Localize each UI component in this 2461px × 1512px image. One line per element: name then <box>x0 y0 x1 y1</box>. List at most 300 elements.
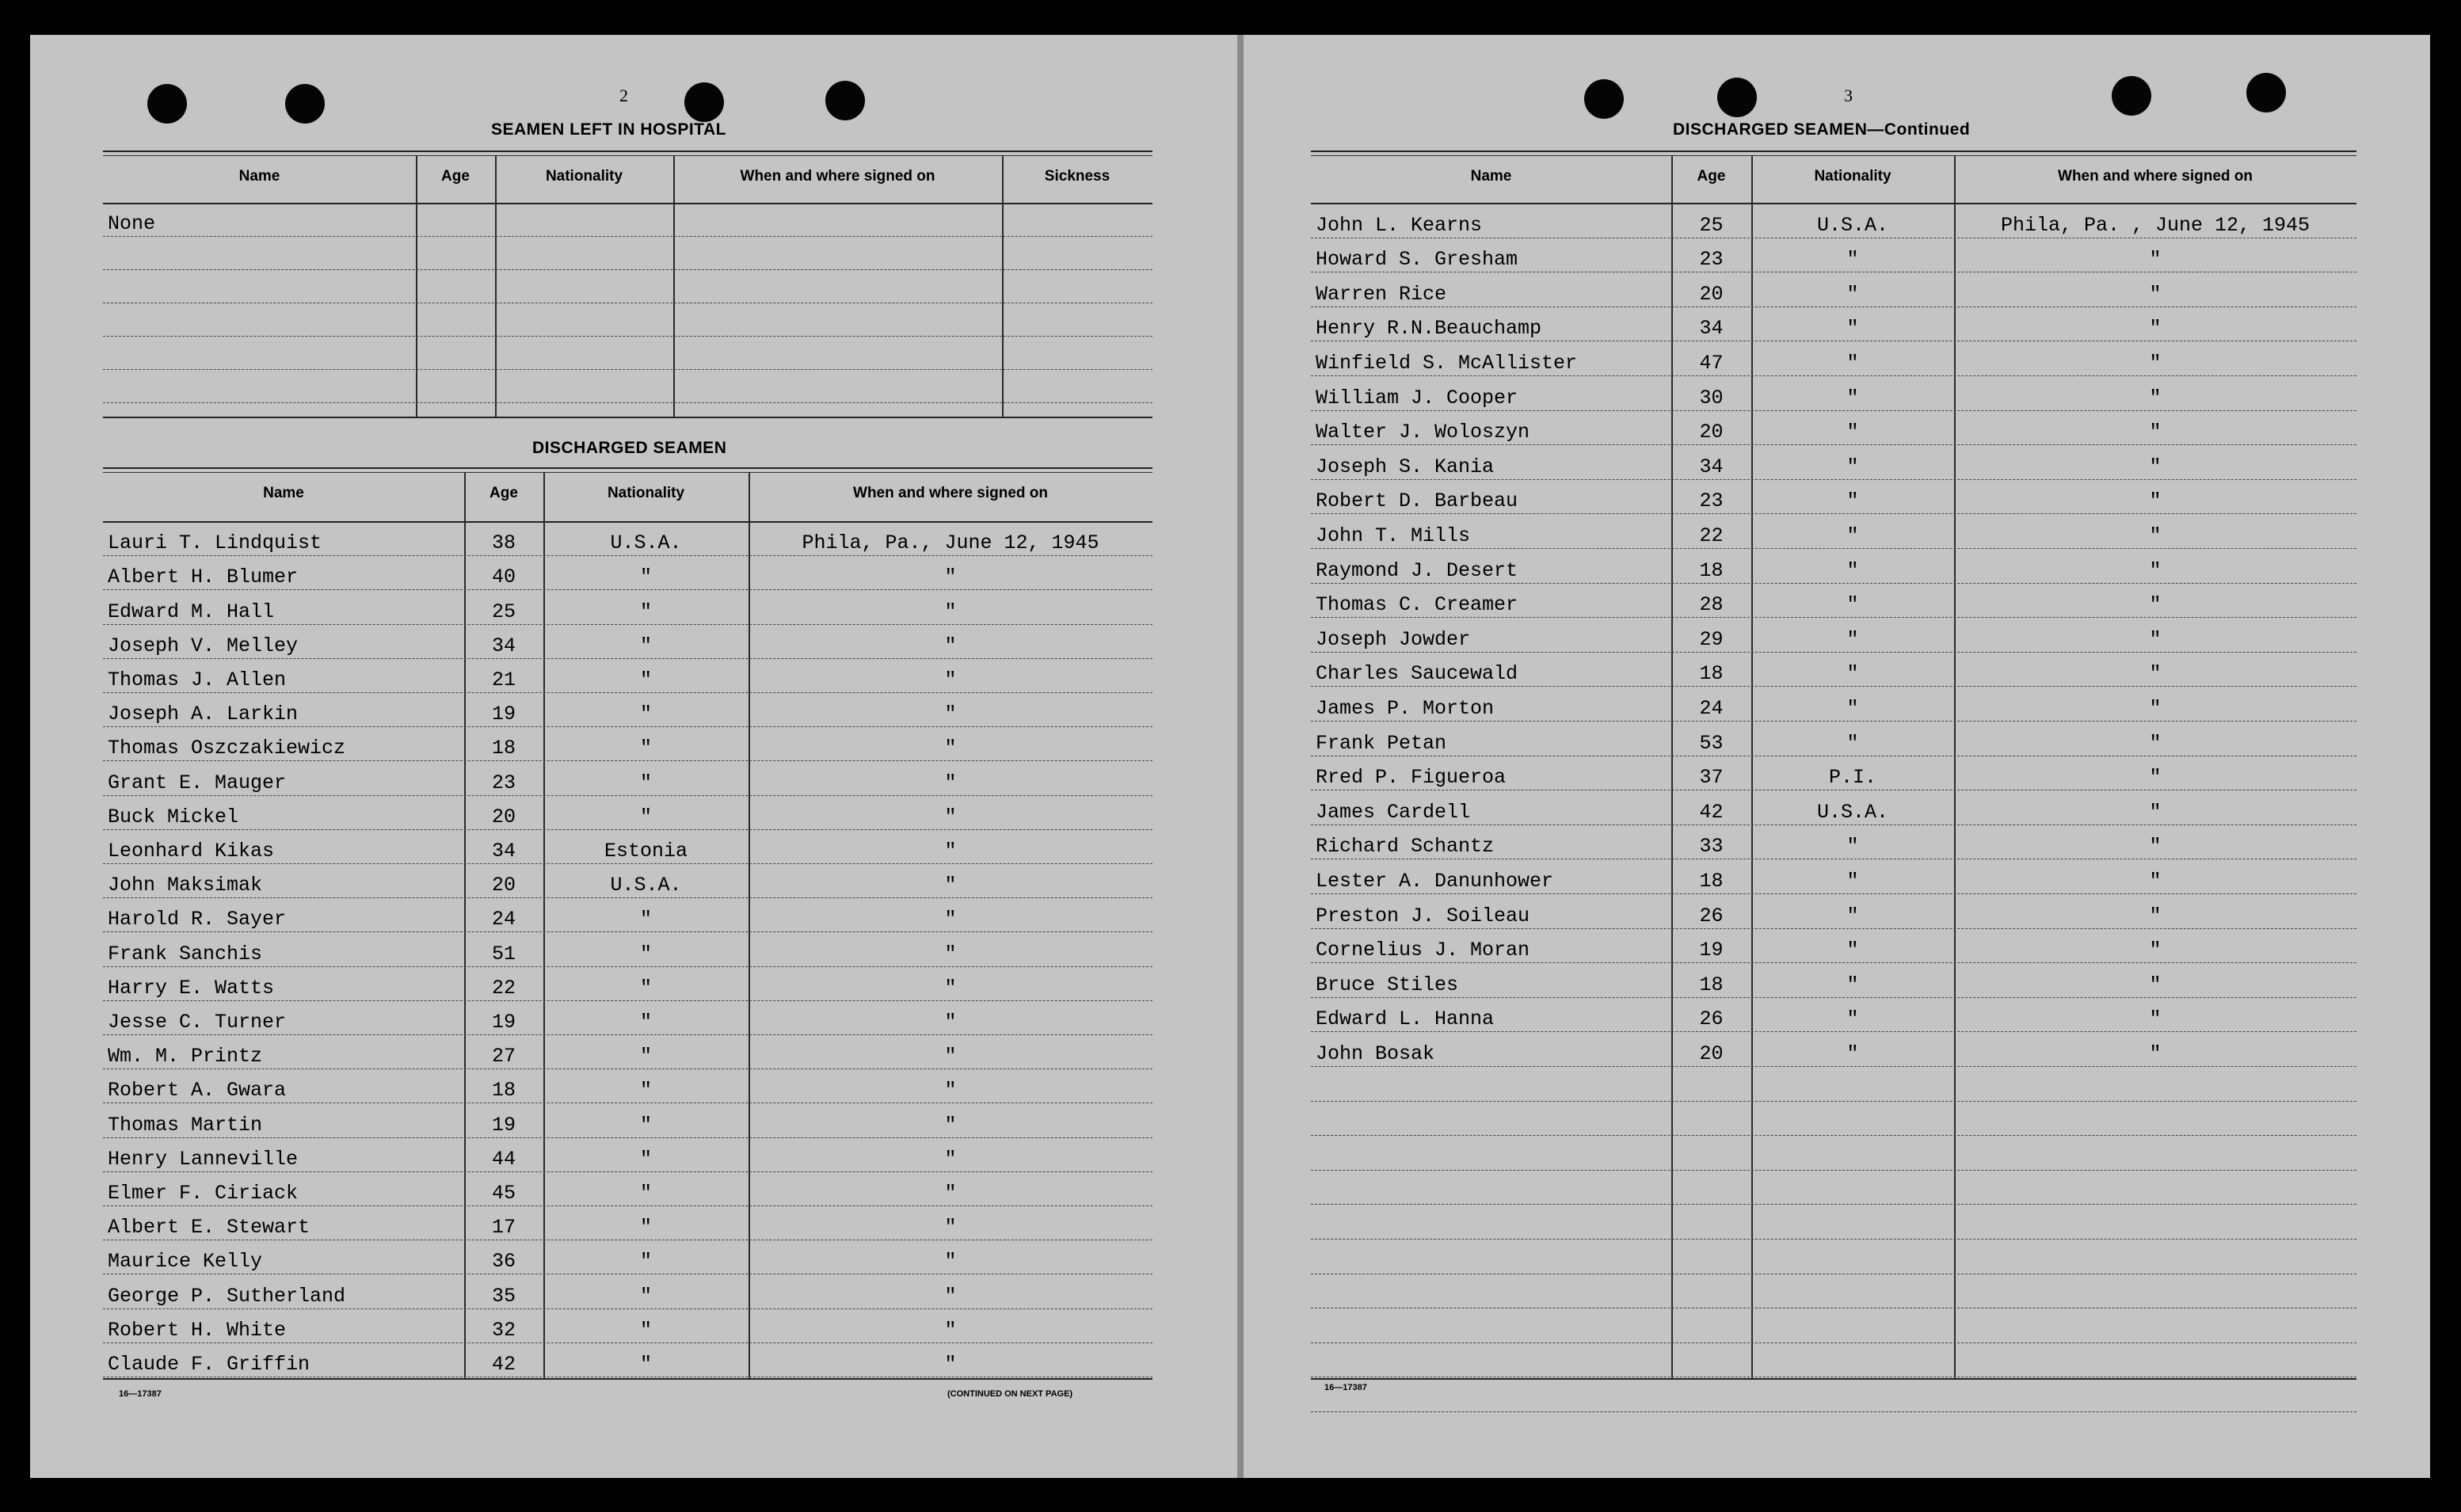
table-cell: " <box>944 1045 957 1068</box>
column-header: Sickness <box>1044 168 1110 185</box>
column-header: Name <box>263 485 304 501</box>
hospital-section-title: SEAMEN LEFT IN HOSPITAL <box>491 120 726 139</box>
table-cell: " <box>2149 696 2162 720</box>
table-row <box>103 726 1152 761</box>
table-cell: " <box>2149 524 2162 547</box>
table-cell: 45 <box>491 1181 516 1205</box>
table-cell: 47 <box>1699 351 1724 375</box>
table-cell: " <box>1846 662 1859 686</box>
table-cell: " <box>944 668 957 691</box>
table-cell: 25 <box>491 600 516 623</box>
table-cell: 37 <box>1699 766 1724 790</box>
table-cell: " <box>639 600 652 623</box>
table-cell: 19 <box>491 1113 516 1137</box>
table-cell: " <box>639 976 652 1000</box>
table-cell: 19 <box>491 703 516 726</box>
table-cell: " <box>639 771 652 794</box>
table-row <box>103 1068 1152 1103</box>
table-cell: " <box>639 908 652 931</box>
table-cell: Warren Rice <box>1316 282 1447 306</box>
table-cell: 42 <box>491 1352 516 1376</box>
table-cell: 34 <box>491 839 516 863</box>
table-row <box>103 1205 1152 1240</box>
table-row <box>103 966 1152 1001</box>
table-cell: 22 <box>1699 524 1724 547</box>
table-cell: " <box>1846 973 1859 996</box>
table-cell: " <box>1846 524 1859 547</box>
table-row <box>1311 341 2356 376</box>
discharged-continued-table <box>1311 150 2356 1378</box>
punch-hole <box>825 81 865 120</box>
page-number: 3 <box>1844 86 1853 105</box>
table-cell: George P. Sutherland <box>108 1284 346 1308</box>
table-row <box>1311 1377 2356 1412</box>
table-row <box>1311 479 2356 515</box>
table-cell: Henry R.N.Beauchamp <box>1316 317 1542 341</box>
table-cell: " <box>2149 489 2162 513</box>
table-row <box>103 269 1152 303</box>
punch-hole <box>2112 76 2151 116</box>
table-cell: " <box>1846 558 1859 582</box>
punch-hole <box>2246 73 2286 112</box>
table-cell: 34 <box>1699 455 1724 478</box>
table-row <box>1311 617 2356 653</box>
table-cell: " <box>2149 627 2162 651</box>
table-row <box>103 589 1152 624</box>
table-cell: U.S.A. <box>610 531 682 555</box>
table-row <box>103 760 1152 795</box>
table-row <box>1311 513 2356 549</box>
table-cell: 19 <box>1699 939 1724 962</box>
table-cell: " <box>2149 1007 2162 1031</box>
table-cell: 32 <box>491 1318 516 1342</box>
table-cell: Edward M. Hall <box>108 600 275 623</box>
table-cell: " <box>944 1181 957 1205</box>
discharged-table <box>103 467 1152 1378</box>
table-cell: Buck Mickel <box>108 805 239 828</box>
table-row <box>1311 721 2356 756</box>
table-cell: " <box>639 942 652 965</box>
table-cell: Edward L. Hanna <box>1316 1007 1495 1031</box>
table-row <box>1311 686 2356 722</box>
table-cell: " <box>944 1113 957 1137</box>
table-cell: " <box>639 634 652 657</box>
table-cell: " <box>639 1079 652 1103</box>
table-cell: John T. Mills <box>1316 524 1471 547</box>
table-cell: " <box>2149 1042 2162 1065</box>
table-bottom-rule <box>103 1378 1152 1380</box>
table-cell: John Maksimak <box>108 874 263 897</box>
table-cell: Frank Sanchis <box>108 942 263 965</box>
page-number: 2 <box>619 86 628 105</box>
table-cell: " <box>944 1250 957 1274</box>
table-row <box>103 303 1152 337</box>
table-cell: 21 <box>491 668 516 691</box>
table-row <box>103 1034 1152 1069</box>
table-row <box>1311 893 2356 929</box>
table-row <box>103 203 1152 237</box>
table-cell: U.S.A. <box>610 874 682 897</box>
table-cell: Thomas J. Allen <box>108 668 287 691</box>
table-cell: 53 <box>1699 731 1724 755</box>
column-header: Nationality <box>607 485 685 501</box>
table-row <box>103 1137 1152 1172</box>
table-row <box>1311 444 2356 480</box>
table-row <box>103 692 1152 727</box>
table-cell: Joseph V. Melley <box>108 634 299 657</box>
table-cell: " <box>639 1010 652 1034</box>
column-header: Nationality <box>1814 168 1891 185</box>
table-cell: Rred P. Figueroa <box>1316 766 1507 790</box>
table-cell: Howard S. Gresham <box>1316 248 1518 272</box>
table-cell: 36 <box>491 1250 516 1274</box>
table-cell: 20 <box>1699 282 1724 306</box>
table-cell: " <box>1846 248 1859 272</box>
table-cell: " <box>2149 282 2162 306</box>
table-cell: " <box>2149 800 2162 824</box>
table-cell: " <box>2149 421 2162 444</box>
table-row <box>1311 1204 2356 1240</box>
table-cell: Harry E. Watts <box>108 976 275 1000</box>
table-row <box>1311 825 2356 860</box>
table-row <box>103 369 1152 403</box>
table-cell: " <box>2149 731 2162 755</box>
table-cell: " <box>944 839 957 863</box>
table-cell: 33 <box>1699 835 1724 859</box>
punch-hole <box>1584 79 1624 119</box>
table-cell: 19 <box>491 1010 516 1034</box>
table-row <box>1311 859 2356 894</box>
table-bottom-rule <box>1311 1378 2356 1380</box>
table-cell: 34 <box>491 634 516 657</box>
table-cell: " <box>1846 317 1859 341</box>
table-cell: 35 <box>491 1284 516 1308</box>
table-row <box>1311 756 2356 791</box>
table-cell: 29 <box>1699 627 1724 651</box>
table-cell: " <box>944 737 957 760</box>
punch-hole <box>1717 78 1757 117</box>
table-row <box>1311 375 2356 411</box>
table-row <box>1311 1031 2356 1067</box>
table-cell: " <box>639 1147 652 1171</box>
table-cell: Phila, Pa., June 12, 1945 <box>802 531 1099 555</box>
form-number: 16—17387 <box>1324 1383 1367 1392</box>
table-row <box>1311 790 2356 825</box>
table-cell: " <box>1846 904 1859 927</box>
table-cell: " <box>2149 973 2162 996</box>
table-cell: Harold R. Sayer <box>108 908 287 931</box>
table-row <box>103 1103 1152 1137</box>
page-fold <box>1237 35 1244 1478</box>
table-cell: James Cardell <box>1316 800 1471 824</box>
table-cell: 18 <box>1699 973 1724 996</box>
table-row <box>1311 548 2356 584</box>
table-cell: None <box>108 212 156 235</box>
table-row <box>1311 997 2356 1033</box>
table-cell: U.S.A. <box>1816 800 1888 824</box>
table-cell: " <box>639 1113 652 1137</box>
column-header: When and where signed on <box>853 485 1048 501</box>
table-cell: " <box>639 1045 652 1068</box>
table-cell: Joseph S. Kania <box>1316 455 1495 478</box>
table-row <box>1311 238 2356 273</box>
table-cell: Albert E. Stewart <box>108 1216 310 1240</box>
table-cell: " <box>2149 939 2162 962</box>
discharged-continued-title: DISCHARGED SEAMEN—Continued <box>1673 120 1971 139</box>
table-cell: Bruce Stiles <box>1316 973 1459 996</box>
table-cell: " <box>2149 662 2162 686</box>
table-cell: " <box>639 1250 652 1274</box>
table-cell: Maurice Kelly <box>108 1250 263 1274</box>
table-cell: " <box>1846 627 1859 651</box>
table-cell: Charles Saucewald <box>1316 662 1518 686</box>
table-cell: " <box>1846 869 1859 893</box>
table-row <box>1311 1308 2356 1343</box>
table-cell: 20 <box>491 805 516 828</box>
table-cell: " <box>639 1284 652 1308</box>
table-cell: Frank Petan <box>1316 731 1447 755</box>
table-cell: 18 <box>1699 662 1724 686</box>
table-cell: " <box>1846 835 1859 859</box>
table-cell: Grant E. Mauger <box>108 771 287 794</box>
table-cell: " <box>2149 558 2162 582</box>
column-header: Age <box>441 168 470 185</box>
column-header: Age <box>1697 168 1726 185</box>
table-cell: " <box>944 1079 957 1103</box>
table-cell: " <box>944 976 957 1000</box>
punch-hole <box>285 84 325 124</box>
table-row <box>1311 410 2356 446</box>
table-cell: " <box>944 566 957 589</box>
table-cell: 20 <box>491 874 516 897</box>
table-cell: " <box>2149 317 2162 341</box>
table-cell: James P. Morton <box>1316 696 1495 720</box>
table-cell: 20 <box>1699 1042 1724 1065</box>
table-cell: 44 <box>491 1147 516 1171</box>
table-row <box>1311 1239 2356 1274</box>
table-cell: 25 <box>1699 213 1724 237</box>
table-cell: Albert H. Blumer <box>108 566 299 589</box>
table-row <box>1311 1066 2356 1102</box>
hospital-table <box>103 150 1152 417</box>
table-cell: " <box>944 771 957 794</box>
table-row <box>1311 583 2356 619</box>
table-cell: " <box>1846 489 1859 513</box>
table-cell: " <box>1846 696 1859 720</box>
table-cell: " <box>944 703 957 726</box>
table-cell: " <box>639 703 652 726</box>
table-cell: Winfield S. McAllister <box>1316 351 1578 375</box>
column-header: Age <box>490 485 518 501</box>
table-cell: " <box>944 1147 957 1171</box>
table-row <box>103 795 1152 830</box>
table-cell: " <box>944 600 957 623</box>
table-cell: " <box>2149 248 2162 272</box>
table-row <box>103 624 1152 659</box>
table-cell: 27 <box>491 1045 516 1068</box>
column-header: Nationality <box>545 168 623 185</box>
table-cell: 17 <box>491 1216 516 1240</box>
table-row <box>1311 272 2356 307</box>
table-cell: " <box>639 668 652 691</box>
table-row <box>103 236 1152 270</box>
table-row <box>1311 928 2356 964</box>
table-cell: " <box>944 1318 957 1342</box>
table-row <box>1311 652 2356 687</box>
table-cell: 26 <box>1699 1007 1724 1031</box>
table-cell: " <box>944 634 957 657</box>
table-row <box>103 1000 1152 1035</box>
table-cell: " <box>944 805 957 828</box>
table-cell: 23 <box>1699 489 1724 513</box>
punch-hole <box>684 82 724 122</box>
table-row <box>103 555 1152 590</box>
table-cell: " <box>944 1352 957 1376</box>
table-row <box>103 931 1152 966</box>
table-cell: 18 <box>491 737 516 760</box>
table-row <box>1311 1274 2356 1309</box>
table-cell: " <box>639 1181 652 1205</box>
table-row <box>1311 1101 2356 1137</box>
table-row <box>103 829 1152 864</box>
table-cell: " <box>1846 939 1859 962</box>
table-cell: " <box>639 805 652 828</box>
table-cell: " <box>1846 731 1859 755</box>
table-cell: " <box>639 566 652 589</box>
table-cell: Cornelius J. Moran <box>1316 939 1530 962</box>
table-cell: 26 <box>1699 904 1724 927</box>
table-cell: " <box>2149 869 2162 893</box>
table-row <box>103 863 1152 898</box>
table-cell: " <box>639 1318 652 1342</box>
punch-hole <box>147 84 187 124</box>
table-cell: 18 <box>1699 869 1724 893</box>
column-header: Name <box>238 168 280 185</box>
table-row <box>103 1343 1152 1377</box>
table-cell: Phila, Pa. , June 12, 1945 <box>2000 213 2311 237</box>
continued-note: (CONTINUED ON NEXT PAGE) <box>947 1389 1073 1399</box>
table-cell: 42 <box>1699 800 1724 824</box>
table-row <box>103 658 1152 693</box>
table-row <box>103 1240 1152 1274</box>
table-cell: P.I. <box>1828 766 1876 790</box>
table-cell: 22 <box>491 976 516 1000</box>
table-cell: Raymond J. Desert <box>1316 558 1518 582</box>
table-cell: " <box>944 908 957 931</box>
table-cell: Robert A. Gwara <box>108 1079 287 1103</box>
table-cell: Wm. M. Printz <box>108 1045 263 1068</box>
table-cell: Robert D. Barbeau <box>1316 489 1518 513</box>
table-cell: 18 <box>1699 558 1724 582</box>
table-cell: " <box>944 1010 957 1034</box>
table-cell: 38 <box>491 531 516 555</box>
table-cell: " <box>1846 455 1859 478</box>
table-cell: " <box>1846 1042 1859 1065</box>
table-row <box>1311 203 2356 238</box>
table-cell: 51 <box>491 942 516 965</box>
table-cell: Thomas C. Creamer <box>1316 593 1518 617</box>
table-cell: Jesse C. Turner <box>108 1010 287 1034</box>
table-row <box>1311 962 2356 998</box>
table-cell: 24 <box>491 908 516 931</box>
table-cell: " <box>1846 282 1859 306</box>
table-cell: " <box>2149 351 2162 375</box>
table-cell: " <box>2149 386 2162 409</box>
table-cell: " <box>944 1284 957 1308</box>
table-cell: " <box>1846 351 1859 375</box>
table-cell: Lauri T. Lindquist <box>108 531 322 555</box>
table-cell: " <box>2149 593 2162 617</box>
table-cell: John Bosak <box>1316 1042 1435 1065</box>
table-cell: " <box>2149 835 2162 859</box>
table-cell: " <box>639 737 652 760</box>
table-cell: " <box>639 1352 652 1376</box>
table-cell: " <box>1846 1007 1859 1031</box>
table-cell: Lester A. Danunhower <box>1316 869 1554 893</box>
table-row <box>103 1274 1152 1308</box>
table-cell: Joseph A. Larkin <box>108 703 299 726</box>
table-cell: Joseph Jowder <box>1316 627 1471 651</box>
form-number: 16—17387 <box>119 1389 162 1399</box>
table-cell: U.S.A. <box>1816 213 1888 237</box>
table-cell: " <box>2149 766 2162 790</box>
table-cell: John L. Kearns <box>1316 213 1483 237</box>
table-cell: Preston J. Soileau <box>1316 904 1530 927</box>
table-cell: " <box>639 1216 652 1240</box>
table-cell: 24 <box>1699 696 1724 720</box>
table-cell: Henry Lanneville <box>108 1147 299 1171</box>
table-cell: 30 <box>1699 386 1724 409</box>
table-row <box>103 336 1152 370</box>
table-cell: William J. Cooper <box>1316 386 1518 409</box>
table-cell: Claude F. Griffin <box>108 1352 310 1376</box>
table-row <box>103 897 1152 932</box>
table-cell: 23 <box>1699 248 1724 272</box>
table-cell: " <box>2149 904 2162 927</box>
table-row <box>1311 307 2356 342</box>
column-header: When and where signed on <box>2058 168 2253 185</box>
table-cell: 40 <box>491 566 516 589</box>
table-cell: " <box>944 1216 957 1240</box>
table-cell: 20 <box>1699 421 1724 444</box>
table-cell: Richard Schantz <box>1316 835 1495 859</box>
table-cell: 18 <box>491 1079 516 1103</box>
table-cell: Thomas Oszczakiewicz <box>108 737 346 760</box>
table-cell: Walter J. Woloszyn <box>1316 421 1530 444</box>
table-row <box>1311 1170 2356 1205</box>
column-header: Name <box>1470 168 1512 185</box>
table-row <box>1311 1135 2356 1171</box>
table-cell: " <box>944 942 957 965</box>
table-row <box>103 1308 1152 1343</box>
table-cell: Leonhard Kikas <box>108 839 275 863</box>
table-cell: 34 <box>1699 317 1724 341</box>
table-cell: 23 <box>491 771 516 794</box>
table-row <box>103 1171 1152 1206</box>
table-cell: " <box>1846 421 1859 444</box>
column-header: When and where signed on <box>740 168 935 185</box>
table-cell: " <box>2149 455 2162 478</box>
table-bottom-rule <box>103 417 1152 418</box>
table-cell: " <box>1846 593 1859 617</box>
table-cell: 28 <box>1699 593 1724 617</box>
table-row <box>103 521 1152 556</box>
table-cell: Elmer F. Ciriack <box>108 1181 299 1205</box>
table-row <box>1311 1343 2356 1378</box>
table-cell: Estonia <box>604 839 688 863</box>
discharged-section-title: DISCHARGED SEAMEN <box>532 439 727 457</box>
table-cell: Thomas Martin <box>108 1113 263 1137</box>
